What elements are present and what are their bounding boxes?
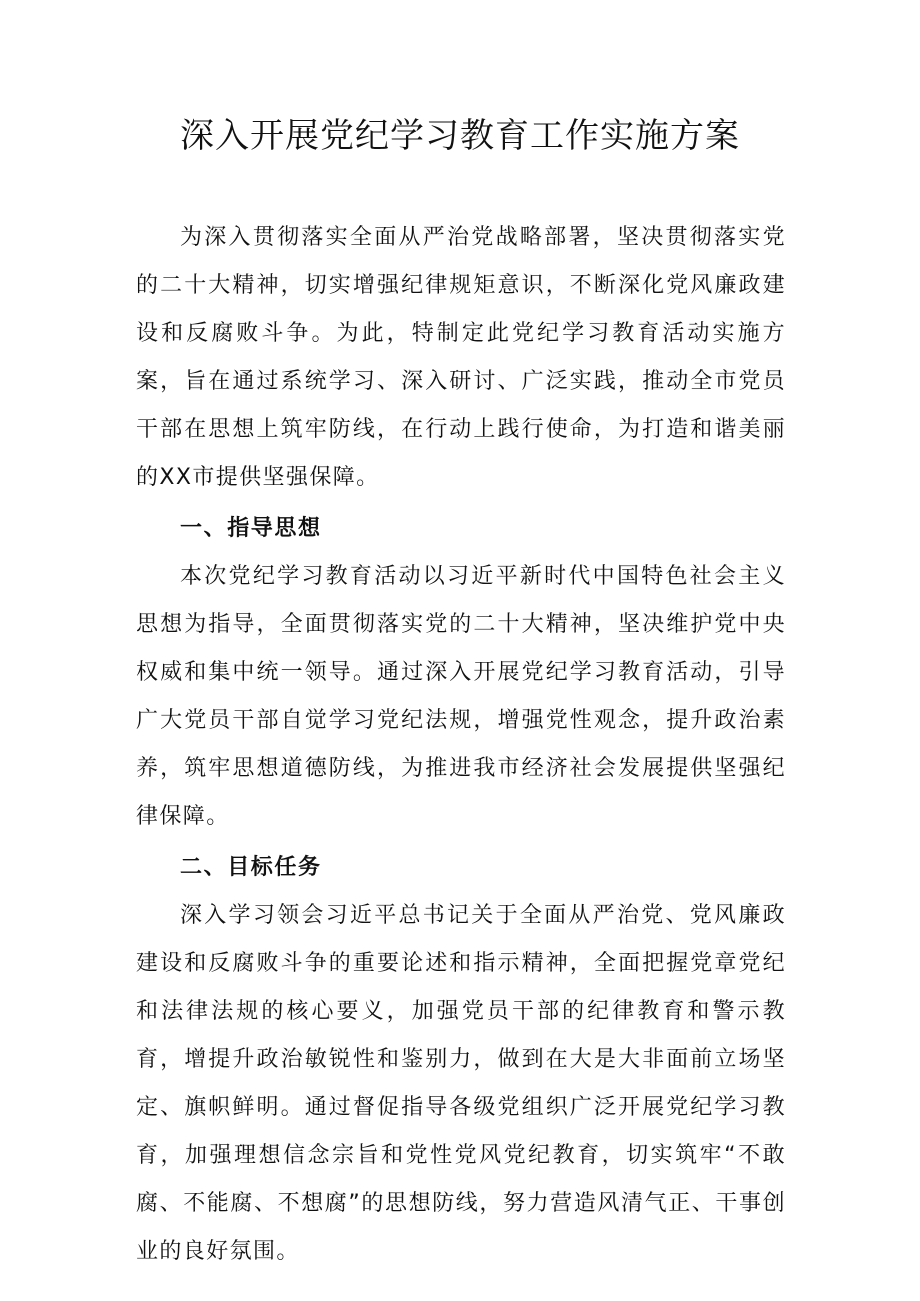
document-body (136, 214, 786, 1276)
intro-paragraph: 为深入贯彻落实全面从严治党战略部署，坚决贯彻落实党的二十大精神，切实增强纪律规矩意识，不断深化党风廉政建设和反腐败斗争。为此，特制定此党纪学习教育活动实施方案，旨在通过系统学习、深入研讨、广泛实践，推动全市党员干部在思想上筑牢防线，在行动上践行使命，为打造和谐美丽的XX市提供坚强保障。 (136, 225, 786, 490)
section-body-goals-tasks: 深入学习领会习近平总书记关于全面从严治党、党风廉政建设和反腐败斗争的重要论述和指示精神，全面把握党章党纪和法律法规的核心要义，加强党员干部的纪律教育和警示教育，增提升政治敏锐性和鉴别力，做到在大是大非面前立场坚定、旗帜鲜明。通过督促指导各级党组织广泛开展党纪学习教育，加强理想信念宗旨和党性党风党纪教育，切实筑牢“不敢腐、不能腐、不想腐”的思想防线，努力营造风清气正、干事创业的良好氛围。 (136, 903, 786, 1264)
section-heading-guiding-ideology: 一、指导思想 (180, 516, 322, 541)
section-heading-goals-tasks: 二、目标任务 (180, 855, 322, 880)
document-title: 深入开展党纪学习教育工作实施方案 (180, 116, 740, 156)
section-body-guiding-ideology: 本次党纪学习教育活动以习近平新时代中国特色社会主义思想为指导，全面贯彻落实党的二十大精神，坚决维护党中央权威和集中统一领导。通过深入开展党纪学习教育活动，引导广大党员干部自觉学习党纪法规，增强党性观念，提升政治素养，筑牢思想道德防线，为推进我市经济社会发展提供坚强纪律保障。 (136, 564, 786, 829)
